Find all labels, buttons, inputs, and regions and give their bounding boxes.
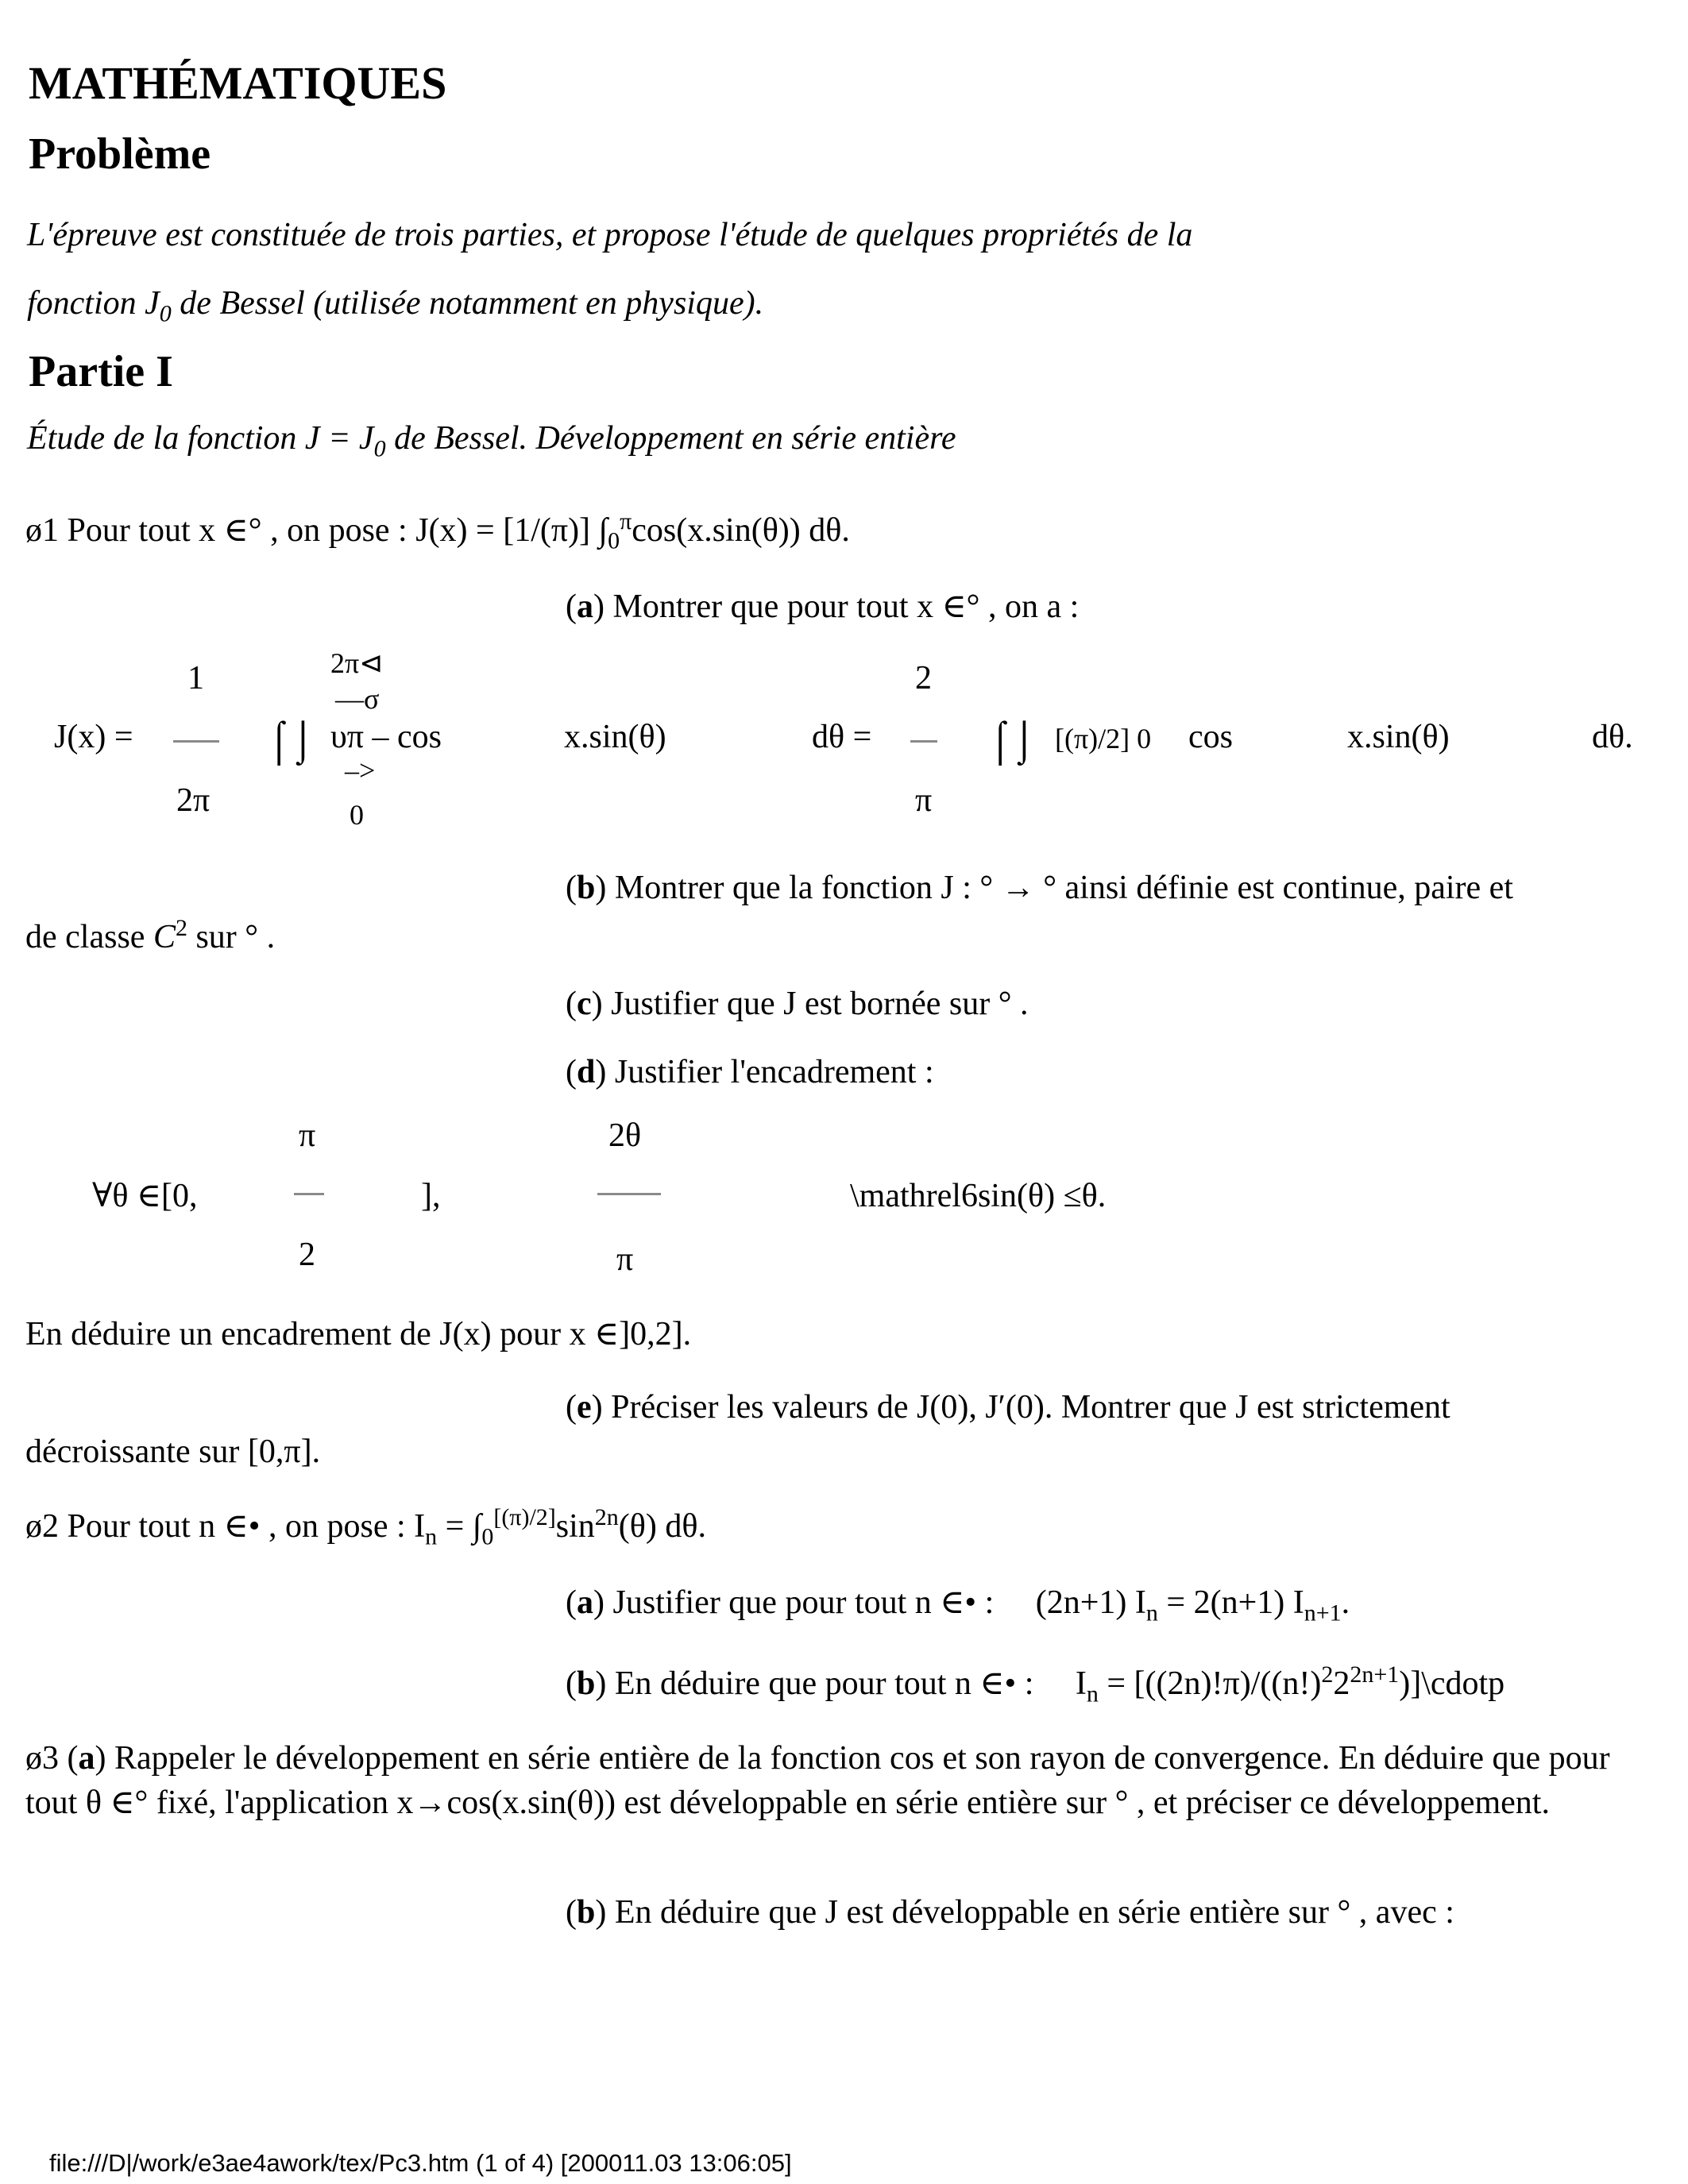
page-title: MATHÉMATIQUES xyxy=(29,57,447,109)
question-1c: (c) Justifier que J est bornée sur ° . xyxy=(566,986,1029,1022)
part-1-subtitle: Étude de la fonction $J = J_0$ de Bessel. Développement en série entière xyxy=(27,420,956,462)
question-1d-deduce: En déduire un encadrement de J(x) pour x ∈]0,2]. xyxy=(25,1316,692,1352)
problem-heading: Problème xyxy=(29,129,211,179)
question-3b: (b) En déduire que J est développable en série entière sur ° , avec : xyxy=(566,1894,1454,1931)
question-1d: (d) Justifier l'encadrement : xyxy=(566,1054,934,1090)
page-footer-url: file:///D|/work/e3ae4awork/tex/Pc3.htm (1 of 4) [200011.03 13:06:05] xyxy=(49,2149,792,2177)
question-1e-continued: décroissante sur [0,π]. xyxy=(25,1433,321,1470)
question-2a: (a) Justifier que pour tout n ∈• : (2n+1) $I_n = 2(n+1)$ $I_{n+1}$. xyxy=(566,1584,1350,1626)
question-1e: (e) Préciser les valeurs de J(0), J′(0). Montrer que J est strictement xyxy=(566,1389,1450,1426)
intro-line-2: fonction $J_0$ de Bessel (utilisée notamment en physique). xyxy=(27,285,764,327)
part-1-heading: Partie I xyxy=(29,347,173,396)
question-2-intro: ø2 Pour tout n ∈• , on pose : $I_n = \int_0[(\pi)/2]\sin^{2n}(\theta)$ dθ. xyxy=(25,1504,707,1550)
question-1b-continued: de classe $C^2$ sur ° . xyxy=(25,915,276,955)
question-1-intro: ø1 Pour tout x ∈° , on pose : J(x) = [1/(π)] $\int_0^\pi\cos(x.\sin(\theta))$ dθ. xyxy=(25,508,850,554)
question-3a: ø3 (a) Rappeler le développement en série entière de la fonction cos et son rayon de convergence. En déduire que pour tout θ ∈° fixé, l'application x→cos(x.sin(θ)) est développable en série entière sur ° , et préciser ce développement. xyxy=(25,1740,1610,1821)
question-1b: (b) Montrer que la fonction J : ° → ° ainsi définie est continue, paire et xyxy=(566,870,1513,906)
question-1a: (a) Montrer que pour tout x ∈° , on a : xyxy=(566,588,1080,625)
question-2b: (b) En déduire que pour tout n ∈• : $I_n$ = $[((2n)!\pi)/((n!)^22^{2n+1})]\backslash cdotp$ xyxy=(566,1661,1505,1707)
intro-line-1: L'épreuve est constituée de trois parties, et propose l'étude de quelques propriétés de la xyxy=(27,217,1193,253)
